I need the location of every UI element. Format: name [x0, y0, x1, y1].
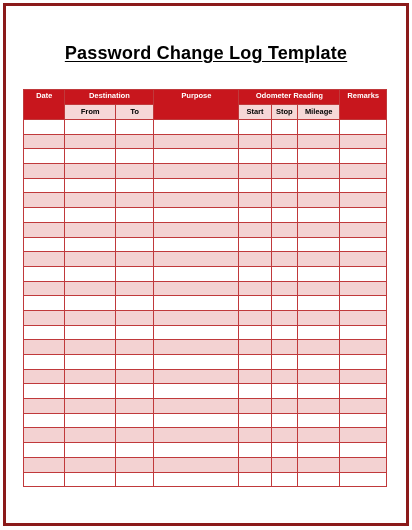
header-destination: Destination [65, 90, 154, 105]
cell-stop[interactable] [271, 222, 297, 237]
table-row [24, 472, 387, 487]
cell-mileage[interactable] [297, 222, 339, 237]
cell-start[interactable] [239, 428, 271, 443]
cell-start[interactable] [239, 472, 271, 487]
cell-date[interactable] [24, 428, 65, 443]
cell-mileage[interactable] [297, 237, 339, 252]
cell-purpose[interactable] [154, 369, 239, 384]
cell-purpose[interactable] [154, 457, 239, 472]
cell-from[interactable] [65, 340, 116, 355]
cell-date[interactable] [24, 369, 65, 384]
cell-remarks[interactable] [340, 266, 387, 281]
cell-purpose[interactable] [154, 149, 239, 164]
cell-remarks[interactable] [340, 428, 387, 443]
cell-start[interactable] [239, 443, 271, 458]
cell-stop[interactable] [271, 252, 297, 267]
subheader-from: From [65, 105, 116, 120]
table-row [24, 120, 387, 135]
cell-start[interactable] [239, 149, 271, 164]
cell-to[interactable] [116, 384, 154, 399]
table-row [24, 222, 387, 237]
cell-remarks[interactable] [340, 237, 387, 252]
cell-purpose[interactable] [154, 237, 239, 252]
cell-purpose[interactable] [154, 310, 239, 325]
cell-purpose[interactable] [154, 266, 239, 281]
cell-to[interactable] [116, 266, 154, 281]
cell-stop[interactable] [271, 443, 297, 458]
cell-remarks[interactable] [340, 281, 387, 296]
cell-start[interactable] [239, 296, 271, 311]
cell-mileage[interactable] [297, 428, 339, 443]
cell-start[interactable] [239, 178, 271, 193]
cell-purpose[interactable] [154, 134, 239, 149]
header-remarks: Remarks [340, 90, 387, 120]
cell-start[interactable] [239, 237, 271, 252]
cell-remarks[interactable] [340, 296, 387, 311]
cell-start[interactable] [239, 252, 271, 267]
cell-date[interactable] [24, 252, 65, 267]
cell-date[interactable] [24, 340, 65, 355]
cell-date[interactable] [24, 413, 65, 428]
cell-purpose[interactable] [154, 340, 239, 355]
cell-purpose[interactable] [154, 193, 239, 208]
cell-to[interactable] [116, 134, 154, 149]
table-row [24, 237, 387, 252]
cell-start[interactable] [239, 281, 271, 296]
cell-start[interactable] [239, 413, 271, 428]
header-date: Date [24, 90, 65, 120]
cell-start[interactable] [239, 222, 271, 237]
cell-to[interactable] [116, 296, 154, 311]
table-row [24, 369, 387, 384]
cell-stop[interactable] [271, 208, 297, 223]
cell-mileage[interactable] [297, 369, 339, 384]
cell-date[interactable] [24, 134, 65, 149]
cell-date[interactable] [24, 355, 65, 370]
cell-purpose[interactable] [154, 222, 239, 237]
table-row [24, 178, 387, 193]
table-row [24, 325, 387, 340]
cell-start[interactable] [239, 340, 271, 355]
cell-to[interactable] [116, 208, 154, 223]
cell-from[interactable] [65, 281, 116, 296]
cell-to[interactable] [116, 149, 154, 164]
cell-from[interactable] [65, 428, 116, 443]
cell-purpose[interactable] [154, 281, 239, 296]
table-row [24, 443, 387, 458]
cell-mileage[interactable] [297, 472, 339, 487]
cell-date[interactable] [24, 325, 65, 340]
cell-remarks[interactable] [340, 310, 387, 325]
cell-from[interactable] [65, 355, 116, 370]
cell-start[interactable] [239, 355, 271, 370]
cell-stop[interactable] [271, 457, 297, 472]
cell-to[interactable] [116, 472, 154, 487]
cell-date[interactable] [24, 193, 65, 208]
cell-to[interactable] [116, 443, 154, 458]
cell-mileage[interactable] [297, 399, 339, 414]
cell-purpose[interactable] [154, 443, 239, 458]
cell-stop[interactable] [271, 266, 297, 281]
cell-stop[interactable] [271, 193, 297, 208]
cell-stop[interactable] [271, 164, 297, 179]
table-row [24, 413, 387, 428]
cell-to[interactable] [116, 325, 154, 340]
cell-date[interactable] [24, 310, 65, 325]
cell-start[interactable] [239, 134, 271, 149]
cell-date[interactable] [24, 399, 65, 414]
document-page [3, 3, 409, 526]
cell-purpose[interactable] [154, 472, 239, 487]
cell-remarks[interactable] [340, 340, 387, 355]
cell-remarks[interactable] [340, 325, 387, 340]
cell-to[interactable] [116, 193, 154, 208]
cell-remarks[interactable] [340, 193, 387, 208]
cell-from[interactable] [65, 399, 116, 414]
table-row [24, 296, 387, 311]
cell-to[interactable] [116, 369, 154, 384]
cell-stop[interactable] [271, 369, 297, 384]
table-row [24, 281, 387, 296]
cell-date[interactable] [24, 222, 65, 237]
cell-stop[interactable] [271, 149, 297, 164]
cell-remarks[interactable] [340, 399, 387, 414]
cell-remarks[interactable] [340, 164, 387, 179]
cell-stop[interactable] [271, 178, 297, 193]
cell-remarks[interactable] [340, 355, 387, 370]
cell-remarks[interactable] [340, 472, 387, 487]
cell-stop[interactable] [271, 237, 297, 252]
cell-mileage[interactable] [297, 149, 339, 164]
cell-purpose[interactable] [154, 355, 239, 370]
cell-purpose[interactable] [154, 384, 239, 399]
cell-to[interactable] [116, 222, 154, 237]
table-row [24, 355, 387, 370]
cell-start[interactable] [239, 457, 271, 472]
cell-from[interactable] [65, 325, 116, 340]
cell-date[interactable] [24, 443, 65, 458]
table-row [24, 457, 387, 472]
cell-remarks[interactable] [340, 222, 387, 237]
cell-start[interactable] [239, 399, 271, 414]
cell-purpose[interactable] [154, 178, 239, 193]
cell-date[interactable] [24, 149, 65, 164]
cell-stop[interactable] [271, 134, 297, 149]
cell-from[interactable] [65, 164, 116, 179]
cell-mileage[interactable] [297, 384, 339, 399]
cell-start[interactable] [239, 369, 271, 384]
cell-date[interactable] [24, 457, 65, 472]
cell-mileage[interactable] [297, 457, 339, 472]
cell-start[interactable] [239, 193, 271, 208]
table-row [24, 384, 387, 399]
cell-from[interactable] [65, 222, 116, 237]
cell-purpose[interactable] [154, 164, 239, 179]
cell-start[interactable] [239, 208, 271, 223]
cell-date[interactable] [24, 384, 65, 399]
cell-stop[interactable] [271, 281, 297, 296]
subheader-start: Start [239, 105, 271, 120]
table-row [24, 252, 387, 267]
cell-remarks[interactable] [340, 252, 387, 267]
table-row [24, 164, 387, 179]
cell-start[interactable] [239, 384, 271, 399]
cell-stop[interactable] [271, 413, 297, 428]
cell-mileage[interactable] [297, 310, 339, 325]
cell-purpose[interactable] [154, 120, 239, 135]
cell-date[interactable] [24, 296, 65, 311]
cell-mileage[interactable] [297, 164, 339, 179]
cell-to[interactable] [116, 164, 154, 179]
cell-to[interactable] [116, 120, 154, 135]
cell-to[interactable] [116, 178, 154, 193]
cell-date[interactable] [24, 178, 65, 193]
cell-remarks[interactable] [340, 443, 387, 458]
cell-mileage[interactable] [297, 266, 339, 281]
cell-remarks[interactable] [340, 369, 387, 384]
cell-remarks[interactable] [340, 384, 387, 399]
cell-from[interactable] [65, 193, 116, 208]
cell-start[interactable] [239, 266, 271, 281]
cell-remarks[interactable] [340, 208, 387, 223]
cell-stop[interactable] [271, 472, 297, 487]
cell-purpose[interactable] [154, 413, 239, 428]
cell-date[interactable] [24, 208, 65, 223]
cell-to[interactable] [116, 413, 154, 428]
table-row [24, 134, 387, 149]
cell-mileage[interactable] [297, 193, 339, 208]
cell-from[interactable] [65, 413, 116, 428]
page-title-text: Password Change Log Template [64, 43, 348, 63]
cell-stop[interactable] [271, 296, 297, 311]
cell-remarks[interactable] [340, 149, 387, 164]
cell-stop[interactable] [271, 355, 297, 370]
cell-from[interactable] [65, 134, 116, 149]
cell-from[interactable] [65, 457, 116, 472]
cell-from[interactable] [65, 443, 116, 458]
cell-remarks[interactable] [340, 457, 387, 472]
cell-stop[interactable] [271, 384, 297, 399]
header-purpose: Purpose [154, 90, 239, 120]
table-row [24, 310, 387, 325]
cell-mileage[interactable] [297, 208, 339, 223]
table-row [24, 266, 387, 281]
cell-start[interactable] [239, 325, 271, 340]
cell-from[interactable] [65, 252, 116, 267]
subheader-mileage: Mileage [297, 105, 339, 120]
table-row [24, 149, 387, 164]
cell-from[interactable] [65, 384, 116, 399]
table-row [24, 208, 387, 223]
table-row [24, 428, 387, 443]
cell-start[interactable] [239, 120, 271, 135]
cell-mileage[interactable] [297, 178, 339, 193]
cell-start[interactable] [239, 164, 271, 179]
cell-date[interactable] [24, 164, 65, 179]
table-row [24, 399, 387, 414]
cell-to[interactable] [116, 399, 154, 414]
cell-stop[interactable] [271, 120, 297, 135]
cell-from[interactable] [65, 296, 116, 311]
cell-stop[interactable] [271, 325, 297, 340]
cell-stop[interactable] [271, 310, 297, 325]
table-row [24, 340, 387, 355]
cell-date[interactable] [24, 472, 65, 487]
cell-from[interactable] [65, 310, 116, 325]
log-table-body [24, 120, 387, 487]
cell-mileage[interactable] [297, 340, 339, 355]
log-table [23, 89, 387, 487]
cell-mileage[interactable] [297, 325, 339, 340]
cell-mileage[interactable] [297, 296, 339, 311]
cell-from[interactable] [65, 237, 116, 252]
subheader-to: To [116, 105, 154, 120]
cell-remarks[interactable] [340, 120, 387, 135]
cell-remarks[interactable] [340, 178, 387, 193]
cell-date[interactable] [24, 266, 65, 281]
cell-mileage[interactable] [297, 443, 339, 458]
cell-from[interactable] [65, 149, 116, 164]
cell-remarks[interactable] [340, 134, 387, 149]
cell-purpose[interactable] [154, 399, 239, 414]
cell-from[interactable] [65, 178, 116, 193]
cell-stop[interactable] [271, 428, 297, 443]
cell-date[interactable] [24, 120, 65, 135]
cell-from[interactable] [65, 369, 116, 384]
cell-to[interactable] [116, 355, 154, 370]
header-odometer-reading: Odometer Reading [239, 90, 340, 105]
cell-to[interactable] [116, 428, 154, 443]
cell-stop[interactable] [271, 340, 297, 355]
cell-mileage[interactable] [297, 134, 339, 149]
cell-start[interactable] [239, 310, 271, 325]
cell-to[interactable] [116, 252, 154, 267]
table-row [24, 193, 387, 208]
cell-mileage[interactable] [297, 281, 339, 296]
cell-purpose[interactable] [154, 208, 239, 223]
cell-from[interactable] [65, 120, 116, 135]
cell-mileage[interactable] [297, 120, 339, 135]
cell-to[interactable] [116, 340, 154, 355]
page-title [6, 43, 406, 64]
cell-purpose[interactable] [154, 428, 239, 443]
cell-mileage[interactable] [297, 355, 339, 370]
cell-to[interactable] [116, 281, 154, 296]
cell-stop[interactable] [271, 399, 297, 414]
cell-date[interactable] [24, 237, 65, 252]
cell-purpose[interactable] [154, 296, 239, 311]
cell-purpose[interactable] [154, 252, 239, 267]
cell-to[interactable] [116, 457, 154, 472]
subheader-stop: Stop [271, 105, 297, 120]
cell-mileage[interactable] [297, 252, 339, 267]
cell-mileage[interactable] [297, 413, 339, 428]
cell-from[interactable] [65, 472, 116, 487]
cell-date[interactable] [24, 281, 65, 296]
cell-purpose[interactable] [154, 325, 239, 340]
cell-to[interactable] [116, 310, 154, 325]
cell-from[interactable] [65, 208, 116, 223]
cell-to[interactable] [116, 237, 154, 252]
cell-from[interactable] [65, 266, 116, 281]
cell-remarks[interactable] [340, 413, 387, 428]
